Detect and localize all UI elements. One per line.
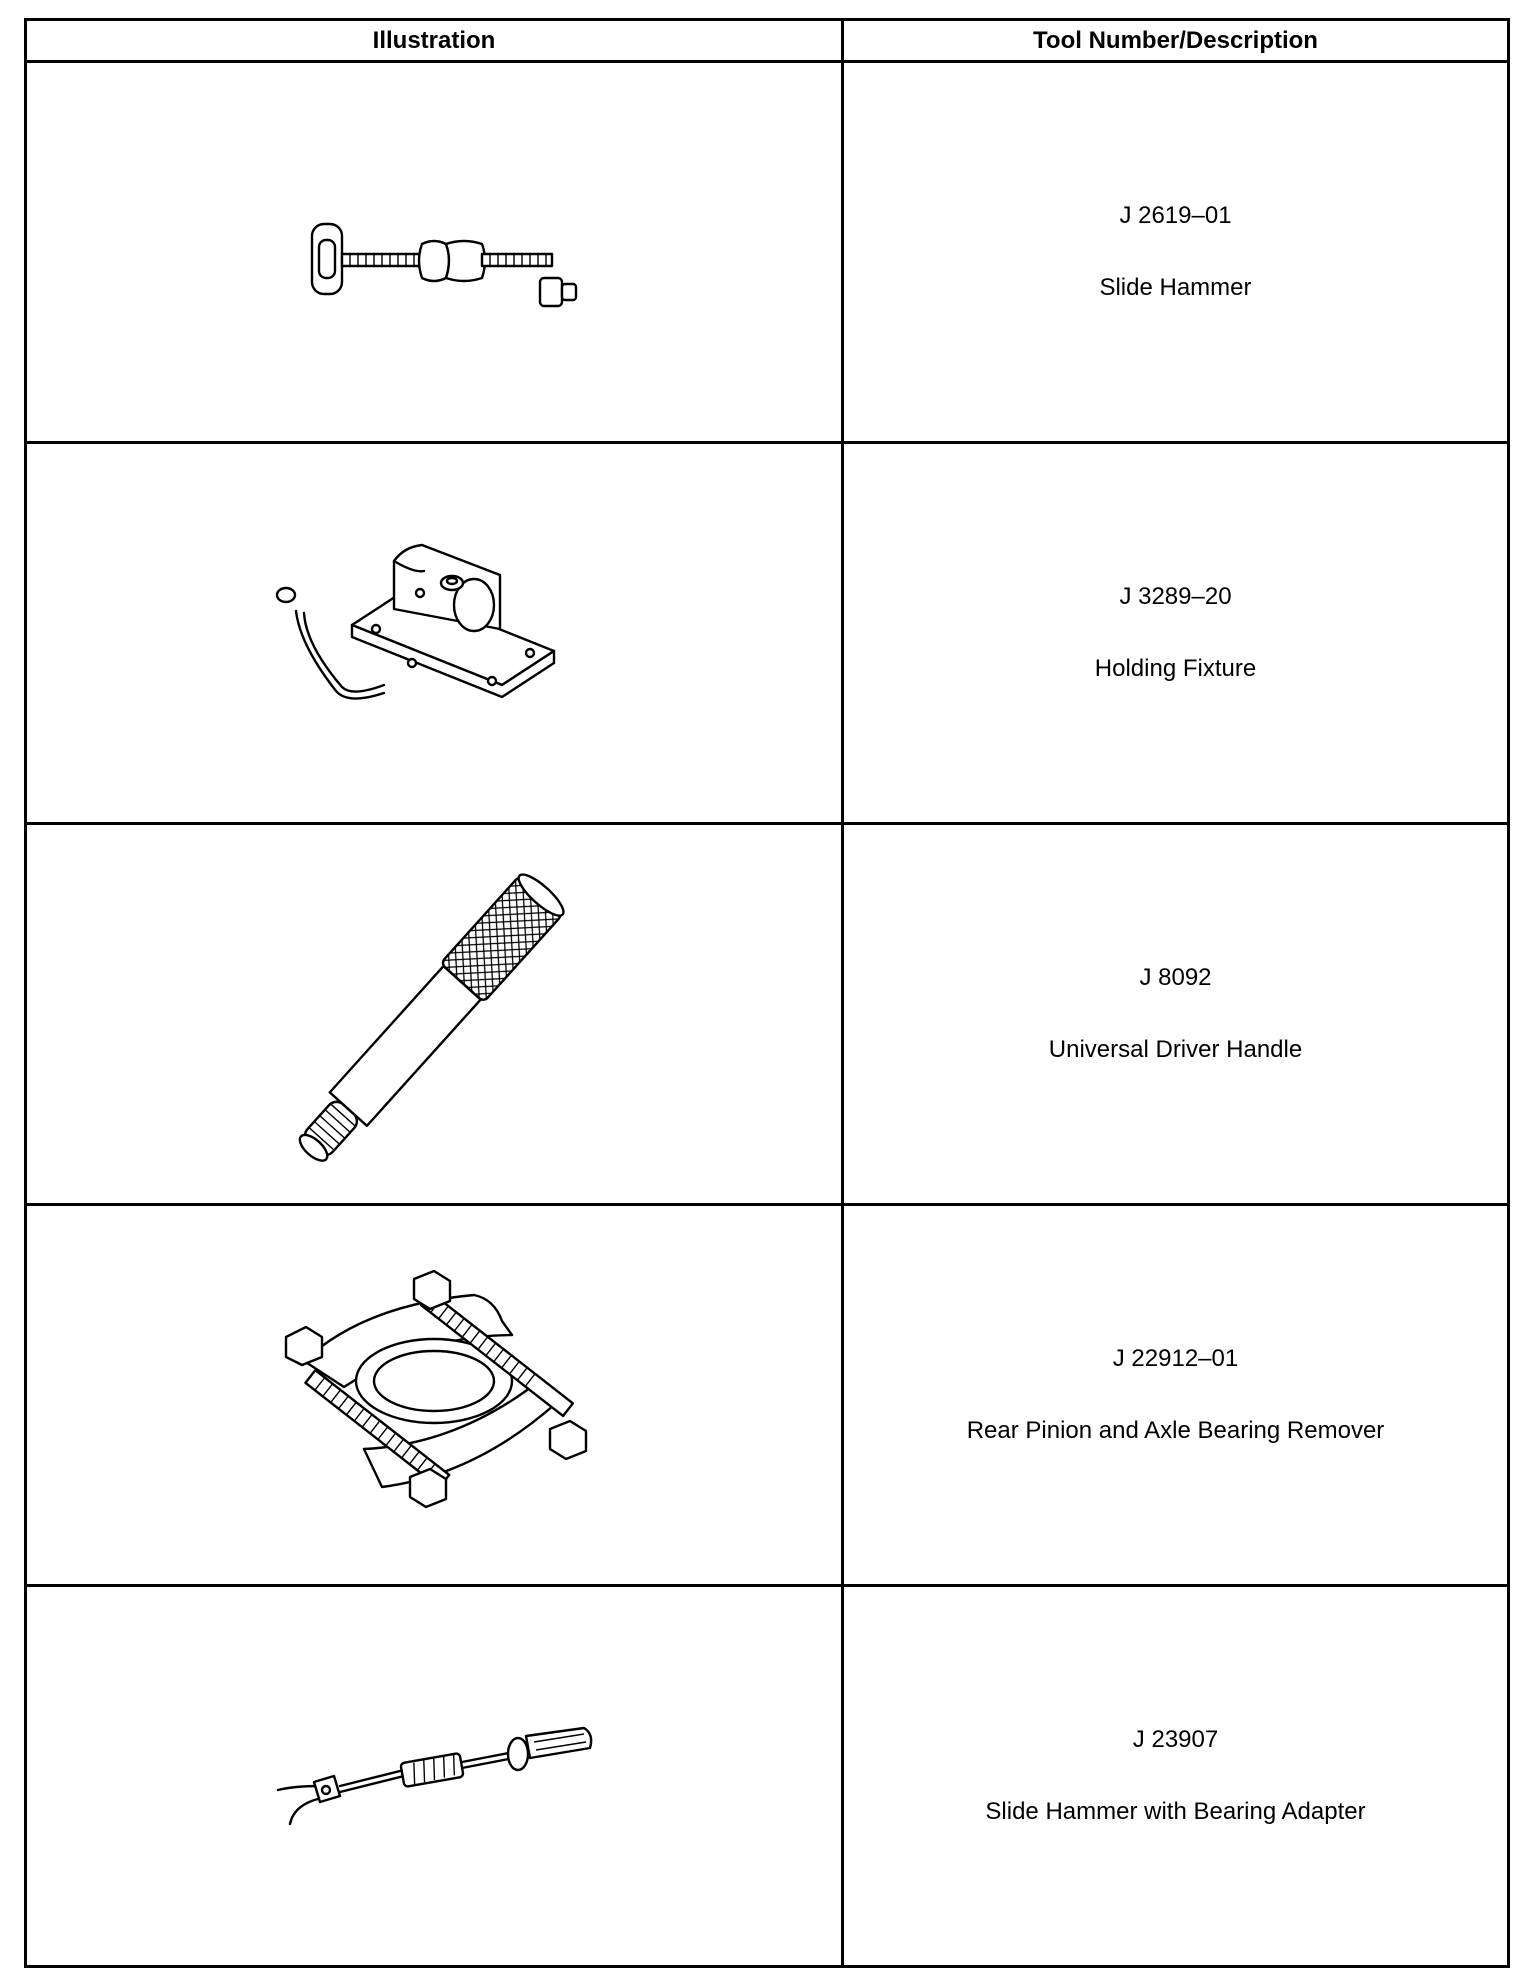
illustration-cell — [26, 1205, 843, 1586]
table-row — [26, 1586, 1509, 1967]
illustration-header: Illustration — [26, 20, 843, 62]
tool-name: Universal Driver Handle — [1048, 1036, 1303, 1063]
tool-description-cell — [843, 1586, 1509, 1967]
illustration-cell — [26, 1586, 843, 1967]
tool-description-cell — [843, 62, 1509, 443]
tool-name: Slide Hammer — [1099, 274, 1252, 301]
special-tools-table — [24, 18, 1510, 1968]
tool-description-cell — [843, 824, 1509, 1205]
tool-description-cell — [843, 443, 1509, 824]
tool-name: Holding Fixture — [1094, 655, 1257, 682]
tool-description-cell — [843, 1205, 1509, 1586]
tool-number: J 23907 — [1132, 1726, 1219, 1753]
bearing-remover-icon — [264, 1265, 604, 1525]
tool-number: J 2619–01 — [1119, 202, 1232, 229]
holding-fixture-icon — [264, 533, 604, 733]
illustration-cell — [26, 443, 843, 824]
tool-name: Rear Pinion and Axle Bearing Remover — [966, 1417, 1385, 1444]
table-row — [26, 824, 1509, 1205]
tool-name: Slide Hammer with Bearing Adapter — [985, 1798, 1366, 1825]
illustration-cell — [26, 62, 843, 443]
slide-hammer-icon — [254, 182, 614, 322]
table-row — [26, 62, 1509, 443]
table-row — [26, 1205, 1509, 1586]
tool-number: J 8092 — [1139, 964, 1212, 991]
illustration-cell — [26, 824, 843, 1205]
driver-handle-icon — [264, 849, 604, 1179]
tool-number: J 3289–20 — [1119, 583, 1232, 610]
tool-number: J 22912–01 — [1112, 1345, 1239, 1372]
slide-hammer-bearing-adapter-icon — [264, 1706, 604, 1846]
table-row — [26, 443, 1509, 824]
tool-header: Tool Number/Description — [843, 20, 1509, 62]
